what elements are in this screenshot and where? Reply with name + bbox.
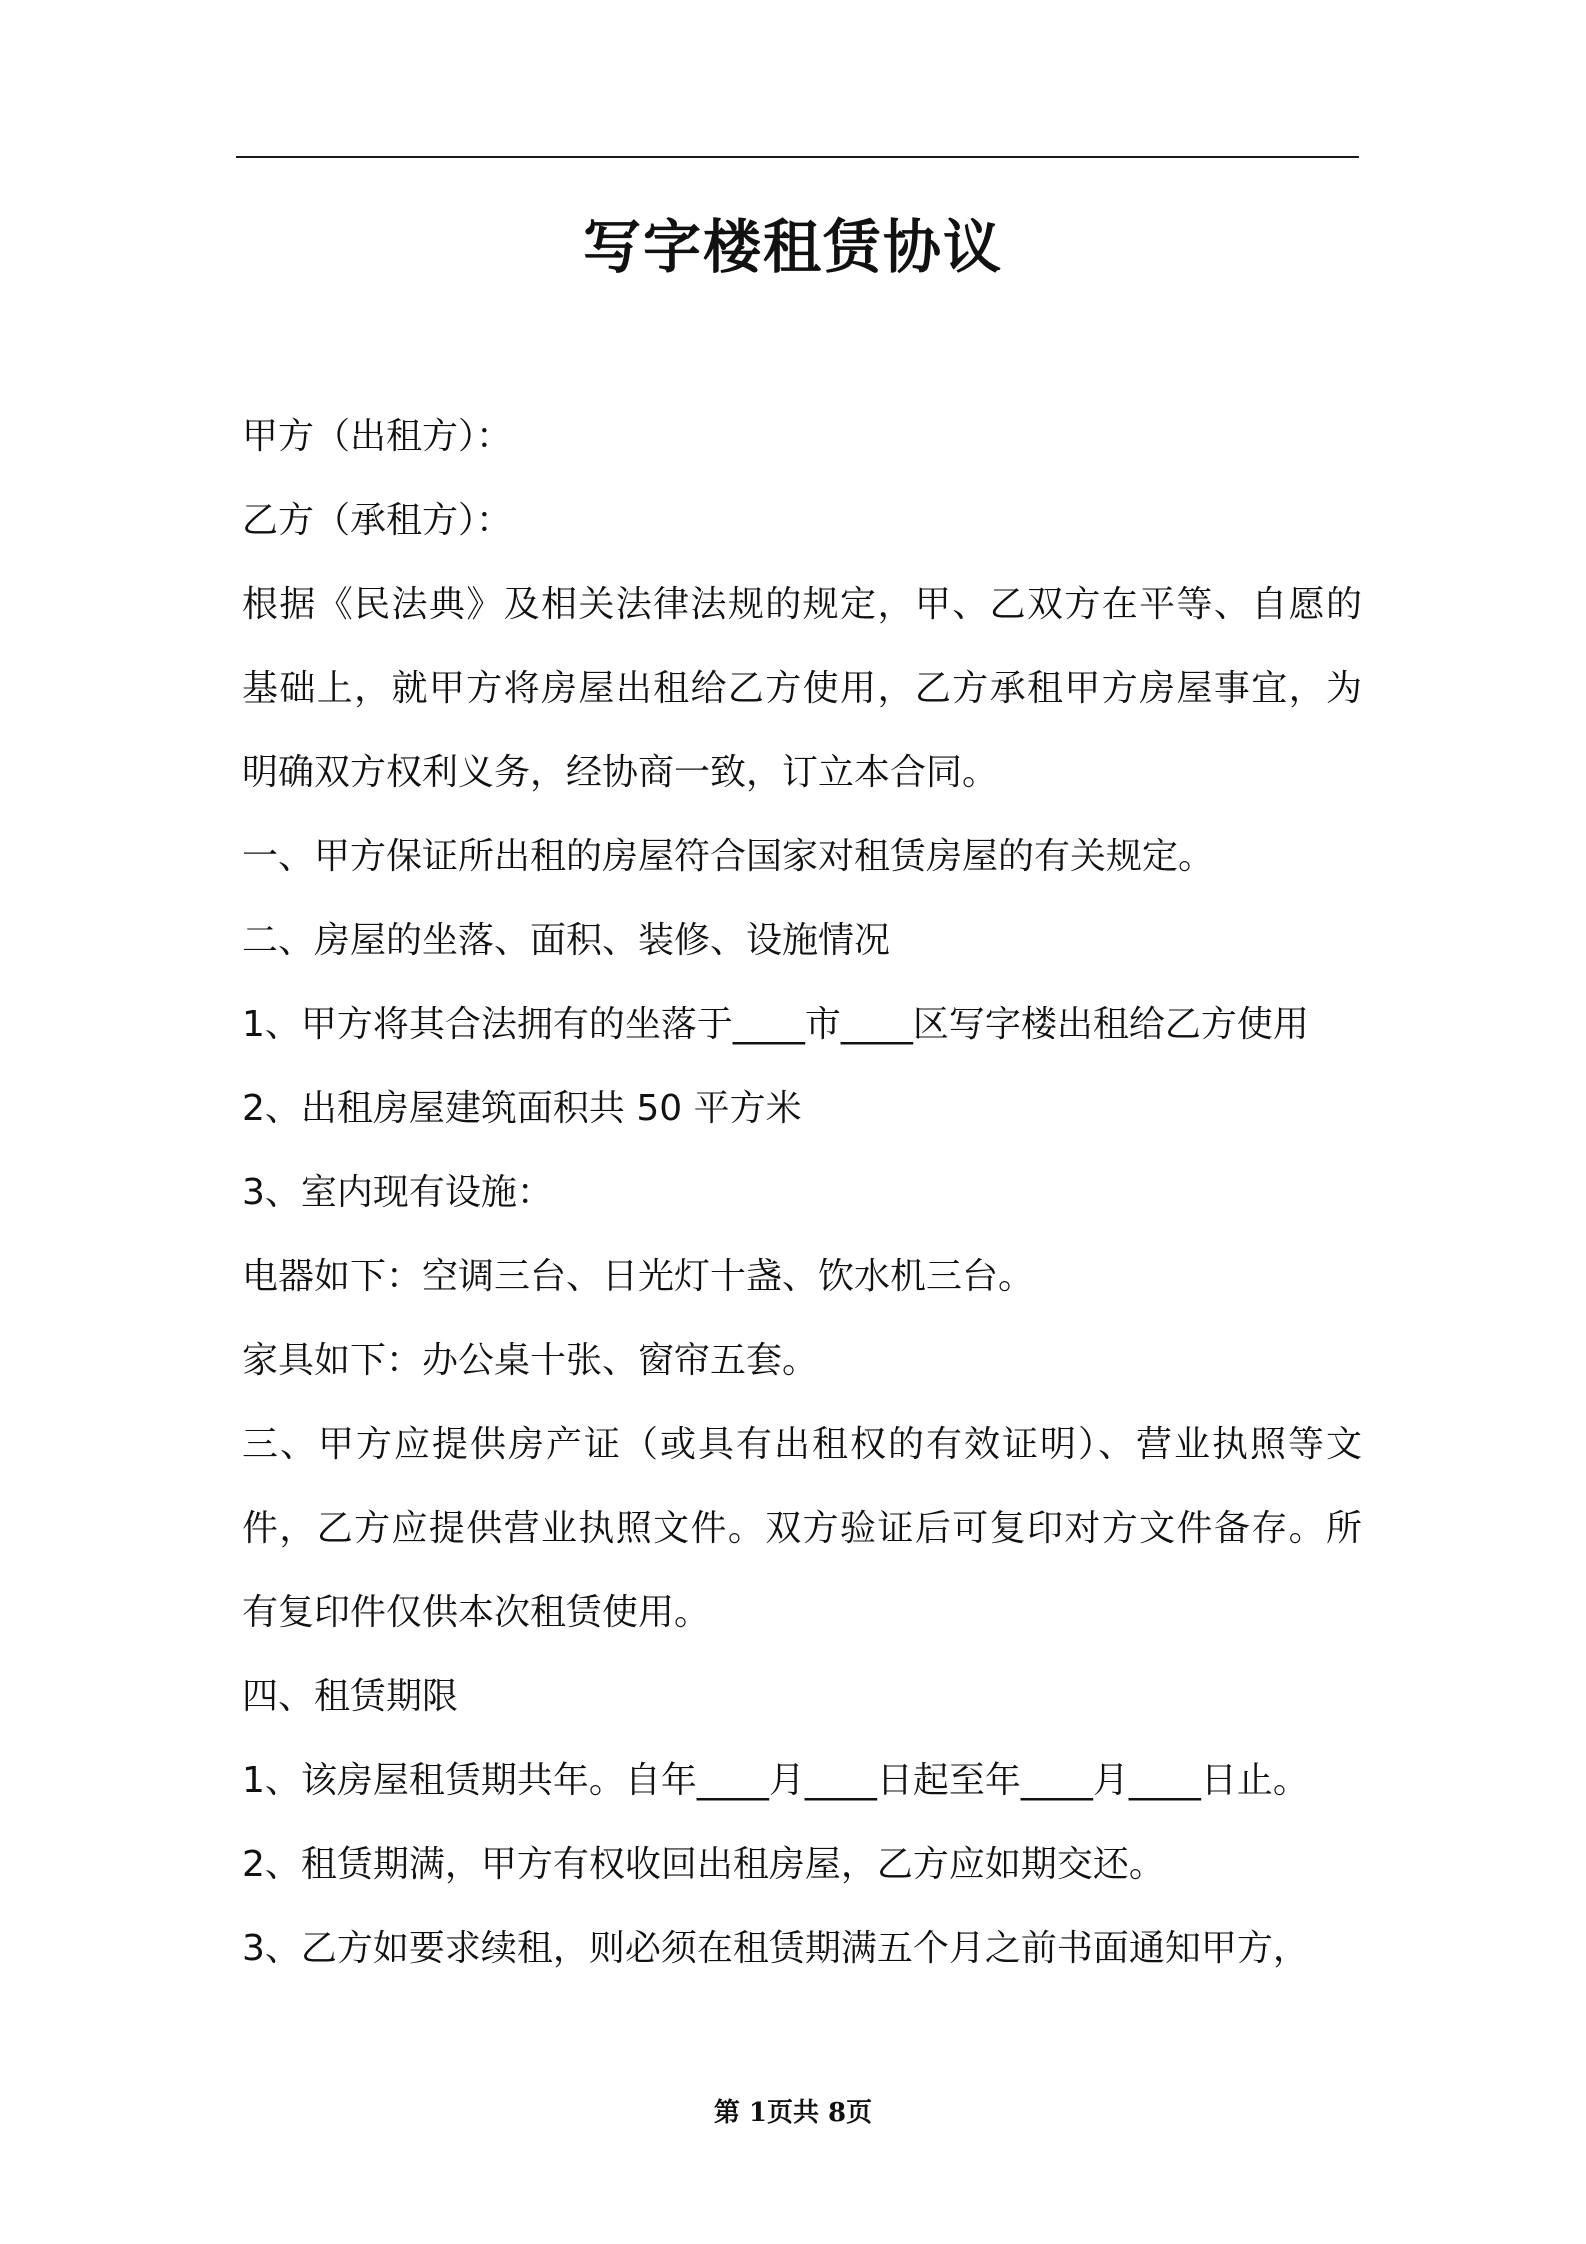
clause-3-line-1: 三、甲方应提供房产证（或具有出租权的有效证明）、营业执照等文 <box>242 1424 1362 1465</box>
clause-4-item-2: 2、租赁期满，甲方有权收回出租房屋，乙方应如期交还。 <box>242 1844 1165 1885</box>
document-body <box>242 395 1362 1991</box>
clause-4-item-3: 3、乙方如要求续租，则必须在租赁期满五个月之前书面通知甲方， <box>242 1928 1309 1969</box>
clause-2-item-1: 1、甲方将其合法拥有的坐落于____市____区写字楼出租给乙方使用 <box>242 1004 1309 1045</box>
furniture-line: 家具如下：办公桌十张、窗帘五套。 <box>242 1340 819 1381</box>
clause-2-item-2: 2、出租房屋建筑面积共 50 平方米 <box>242 1088 802 1129</box>
clause-2-heading: 二、房屋的坐落、面积、装修、设施情况 <box>242 920 891 961</box>
document-title: 写字楼租赁协议 <box>582 213 1003 281</box>
lessee-line: 乙方（承租方）： <box>242 500 513 541</box>
clause-3-line-2: 件，乙方应提供营业执照文件。双方验证后可复印对方文件备存。所 <box>242 1508 1362 1549</box>
preamble-line-1: 根据《民法典》及相关法律法规的规定，甲、乙双方在平等、自愿的 <box>242 584 1362 625</box>
page-number: 第 1页共 8页 <box>713 2098 873 2128</box>
lessor-line: 甲方（出租方）： <box>242 416 513 457</box>
preamble-line-2: 基础上，就甲方将房屋出租给乙方使用，乙方承租甲方房屋事宜，为 <box>242 668 1362 709</box>
appliances-line: 电器如下：空调三台、日光灯十盏、饮水机三台。 <box>242 1256 1035 1297</box>
clause-1: 一、甲方保证所出租的房屋符合国家对租赁房屋的有关规定。 <box>242 836 1215 877</box>
clause-2-item-3: 3、室内现有设施： <box>242 1172 553 1213</box>
clause-4-heading: 四、租赁期限 <box>242 1676 459 1717</box>
clause-3-line-3: 有复印件仅供本次租赁使用。 <box>242 1592 711 1633</box>
preamble-line-3: 明确双方权利义务，经协商一致，订立本合同。 <box>242 752 999 793</box>
clause-4-item-1: 1、该房屋租赁期共年。自年____月____日起至年____月____日止。 <box>242 1760 1309 1801</box>
header-rule <box>236 156 1359 158</box>
